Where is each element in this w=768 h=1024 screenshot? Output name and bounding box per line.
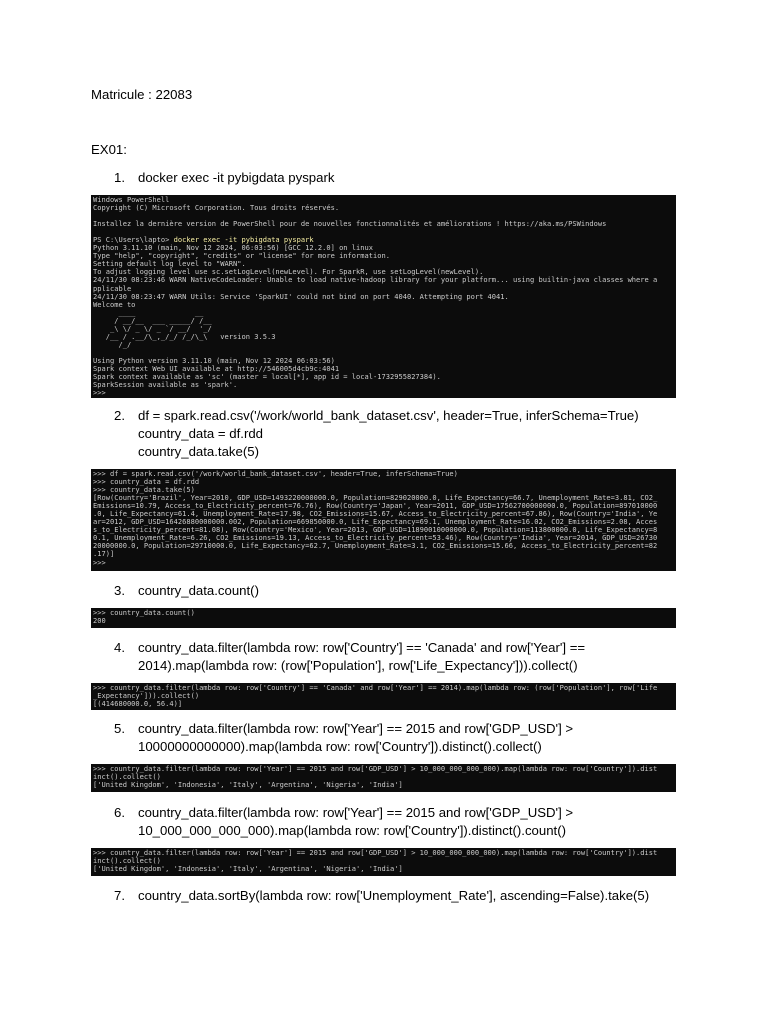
terminal-line: inct().collect() — [93, 857, 161, 866]
terminal-line: [Row(Country='Brazil', Year=2010, GDP_USD=1493220000000.0, Population=829020000.0, Life_Expectancy=66.7, Unemployment_Rate=3.81, CO2_ — [93, 494, 658, 503]
step-code-line: df = spark.read.csv('/work/world_bank_dataset.csv', header=True, inferSchema=True) — [138, 408, 639, 423]
matricule-text: Matricule : 22083 — [91, 87, 193, 102]
terminal-line: pplicable — [93, 284, 132, 293]
step-number: 1. — [114, 170, 125, 185]
terminal-line: Welcome to — [93, 300, 136, 309]
terminal-line: >>> country_data = df.rdd — [93, 478, 200, 487]
terminal-line: Using Python version 3.11.10 (main, Nov 12 2024 06:03:56) — [93, 356, 335, 365]
terminal-line: >>> — [93, 388, 106, 397]
terminal-line: >>> country_data.filter(lambda row: row['Country'] == 'Canada' and row['Year'] == 2014).map(lambda row: (row['Population'], row['Life — [93, 684, 658, 692]
terminal-line: ar=2012, GDP_USD=16426880000000.002, Population=669850000.0, Life_Expectancy=69.1, Unemployment_Rate=16.02, CO2_Emissions=2.08, Acces — [93, 518, 658, 527]
terminal-line: >>> country_data.filter(lambda row: row['Year'] == 2015 and row['GDP_USD'] > 10_000_000_000_000).map(lambda row: row['Country']).dist — [93, 765, 658, 773]
terminal-line: Spark context Web UI available at http://546005d4cb9c:4041 — [93, 364, 340, 373]
step-code-line: 10000000000000).map(lambda row: row['Country']).distinct().collect() — [138, 739, 542, 754]
terminal-line — [93, 228, 674, 236]
terminal-line: >>> df = spark.read.csv('/work/world_bank_dataset.csv', header=True, inferSchema=True) — [93, 470, 458, 478]
terminal-line: [(414680000.0, 56.4)] — [93, 700, 183, 709]
step-code-line: country_data.sortBy(lambda row: row['Unemployment_Rate'], ascending=False).take(5) — [138, 888, 650, 903]
terminal-line — [93, 212, 674, 220]
terminal-line: To adjust logging level use sc.setLogLevel(newLevel). For SparkR, use setLogLevel(newLevel). — [93, 268, 484, 277]
terminal-line: Emissions=10.79, Access_to_Electricity_percent=76.76), Row(Country='Japan', Year=2011, GDP_USD=17562700000000.0, Population=897010000 — [93, 502, 658, 511]
step-code-line: docker exec -it pybigdata pyspark — [138, 170, 335, 185]
terminal-line: PS C:\Users\lapto> docker exec -it pybigdata pyspark — [93, 236, 314, 245]
step-code-line: country_data.filter(lambda row: row['Year'] == 2015 and row['GDP_USD'] > — [138, 721, 574, 736]
terminal-line: 24/11/30 08:23:46 WARN NativeCodeLoader: Unable to load native-hadoop library for your platform... using builtin-java classes where a — [93, 276, 658, 285]
step-number: 5. — [114, 721, 125, 736]
terminal-line: ['United Kingdom', 'Indonesia', 'Italy', 'Argentina', 'Nigeria', 'India'] — [93, 865, 403, 874]
terminal-line: ['United Kingdom', 'Indonesia', 'Italy', 'Argentina', 'Nigeria', 'India'] — [93, 781, 403, 790]
terminal-output-4 — [91, 683, 676, 710]
terminal-line: >>> country_data.count() — [93, 609, 195, 617]
terminal-line: 0.1, Unemployment_Rate=6.26, CO2_Emissions=19.13, Access_to_Electricity_percent=53.46), Row(Country='India', Year=2014, GDP_USD=26730 — [93, 534, 658, 543]
step-code-line: 2014).map(lambda row: (row['Population'], row['Life_Expectancy'])).collect() — [138, 658, 578, 673]
terminal-line: .17)] — [93, 550, 115, 559]
step-code-line: country_data.filter(lambda row: row['Country'] == 'Canada' and row['Year'] == — [138, 640, 586, 655]
spark-ascii-logo: ____ __ / __/__ ___ _____/ /__ _\ \/ _ \/ _ `/ __/ '_/ /__ / .__/\_,_/_/ /_/\_\ version 3.5.3 /_/ — [105, 307, 276, 349]
terminal-line: Installez la dernière version de PowerShell pour de nouvelles fonctionnalités et améliorations ! https://aka.ms/PSWindows — [93, 220, 607, 229]
step-code-line: country_data.count() — [138, 583, 259, 598]
terminal-line: inct().collect() — [93, 773, 161, 782]
terminal-line: Copyright (C) Microsoft Corporation. Tous droits réservés. — [93, 204, 340, 213]
step-code-line: country_data = df.rdd — [138, 426, 263, 441]
terminal-line: >>> country_data.take(5) — [93, 486, 195, 495]
terminal-output-6 — [91, 848, 676, 876]
step-number: 6. — [114, 805, 125, 820]
terminal-line: >>> country_data.filter(lambda row: row['Year'] == 2015 and row['GDP_USD'] > 10_000_000_000_000).map(lambda row: row['Country']).dist — [93, 849, 658, 857]
terminal-line: Setting default log level to "WARN". — [93, 260, 246, 269]
terminal-line: 200 — [93, 617, 106, 626]
terminal-line: >>> — [93, 558, 106, 567]
terminal-line: Spark context available as 'sc' (master = local[*], app id = local-1732955827384). — [93, 372, 441, 381]
terminal-line: 20000000.0, Population=29710000.0, Life_Expectancy=62.7, Unemployment_Rate=3.1, CO2_Emissions=15.66, Access_to_Electricity_percent=82 — [93, 542, 658, 551]
step-number: 2. — [114, 408, 125, 423]
terminal-line: Type "help", "copyright", "credits" or "license" for more information. — [93, 252, 390, 261]
terminal-line — [93, 349, 674, 357]
exercise-title: EX01: — [91, 142, 127, 157]
terminal-output-3 — [91, 608, 676, 628]
step-code-line: 10_000_000_000_000).map(lambda row: row['Country']).distinct().count() — [138, 823, 566, 838]
step-number: 4. — [114, 640, 125, 655]
terminal-line: Windows PowerShell — [93, 196, 170, 204]
terminal-line: s_to_Electricity_percent=81.08), Row(Country='Mexico', Year=2013, GDP_USD=11890010000000.0, Population=113800000.0, Life_Expectancy=8 — [93, 526, 658, 535]
terminal-line: .0, Life_Expectancy=61.4, Unemployment_Rate=17.98, CO2_Emissions=15.67, Access_to_Electricity_percent=67.86), Row(Country='India', Ye — [93, 510, 658, 519]
step-code-line: country_data.filter(lambda row: row['Year'] == 2015 and row['GDP_USD'] > — [138, 805, 574, 820]
terminal-output-5 — [91, 764, 676, 792]
terminal-output-2 — [91, 469, 676, 571]
terminal-output-1 — [91, 195, 676, 398]
terminal-line: SparkSession available as 'spark'. — [93, 380, 238, 389]
step-code-line: country_data.take(5) — [138, 444, 259, 459]
step-number: 3. — [114, 583, 125, 598]
terminal-line: Python 3.11.10 (main, Nov 12 2024, 06:03:56) [GCC 12.2.0] on linux — [93, 244, 374, 253]
terminal-line: 24/11/30 08:23:47 WARN Utils: Service 'SparkUI' could not bind on port 4040. Attempting port 4041. — [93, 292, 509, 301]
typed-command: docker exec -it pybigdata pyspark — [173, 236, 314, 245]
step-number: 7. — [114, 888, 125, 903]
terminal-line: _Expectancy'])).collect() — [93, 692, 200, 701]
